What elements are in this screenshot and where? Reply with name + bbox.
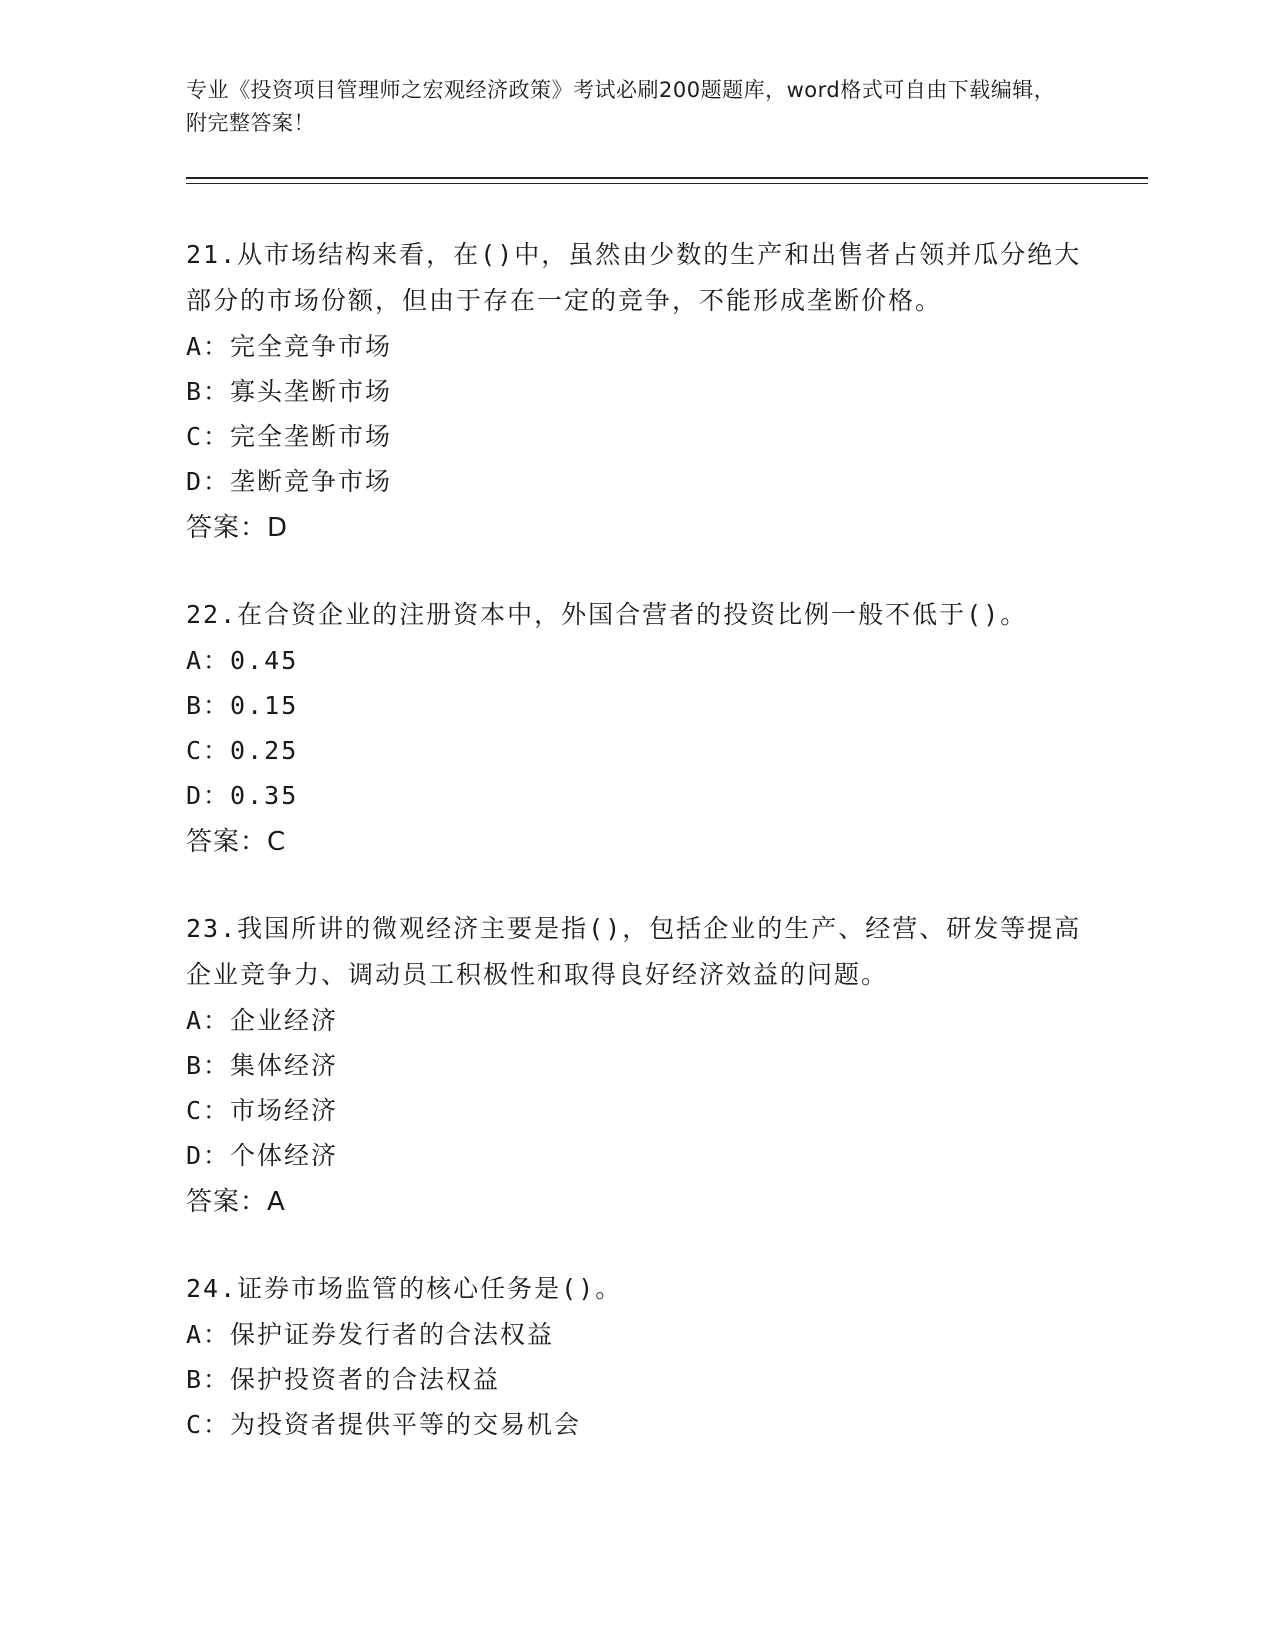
option-a: A：0.45 <box>186 646 299 675</box>
question-stem: 21.从市场结构来看，在()中，虽然由少数的生产和出售者占领并瓜分绝大部分的市场份额，但由于存在一定的竞争，不能形成垄断价格。 <box>186 240 1082 315</box>
question-stem: 23.我国所讲的微观经济主要是指()，包括企业的生产、经营、研发等提高企业竞争力、调动员工积极性和取得良好经济效益的问题。 <box>186 914 1082 989</box>
document-header: 专业《投资项目管理师之宏观经济政策》考试必刷200题题库，word格式可自由下载编辑，附完整答案！ <box>186 78 1056 135</box>
option-c: C：市场经济 <box>186 1096 339 1125</box>
option-d: D：个体经济 <box>186 1141 339 1170</box>
question-21 <box>186 232 1106 552</box>
answer-line: 答案：C <box>186 827 287 857</box>
option-b: B：寡头垄断市场 <box>186 377 393 406</box>
option-c: C：0.25 <box>186 736 299 765</box>
question-24 <box>186 1266 1106 1447</box>
question-stem: 24.证券市场监管的核心任务是()。 <box>186 1274 623 1303</box>
option-a: A：保护证券发行者的合法权益 <box>186 1320 555 1349</box>
answer-line: 答案：D <box>186 513 289 543</box>
question-22 <box>186 592 1106 866</box>
answer-line: 答案：A <box>186 1187 286 1217</box>
question-list <box>186 232 1106 1487</box>
header-rule-thick <box>186 177 1148 179</box>
option-d: D：0.35 <box>186 781 299 810</box>
option-c: C：完全垄断市场 <box>186 422 393 451</box>
option-c: C：为投资者提供平等的交易机会 <box>186 1410 582 1439</box>
option-a: A：完全竞争市场 <box>186 332 393 361</box>
question-23 <box>186 906 1106 1226</box>
option-a: A：企业经济 <box>186 1006 339 1035</box>
question-stem: 22.在合资企业的注册资本中，外国合营者的投资比例一般不低于()。 <box>186 600 1028 629</box>
option-b: B：保护投资者的合法权益 <box>186 1365 501 1394</box>
option-b: B：0.15 <box>186 691 299 720</box>
option-d: D：垄断竞争市场 <box>186 467 393 496</box>
option-b: B：集体经济 <box>186 1051 339 1080</box>
header-rule-thin <box>186 183 1148 184</box>
